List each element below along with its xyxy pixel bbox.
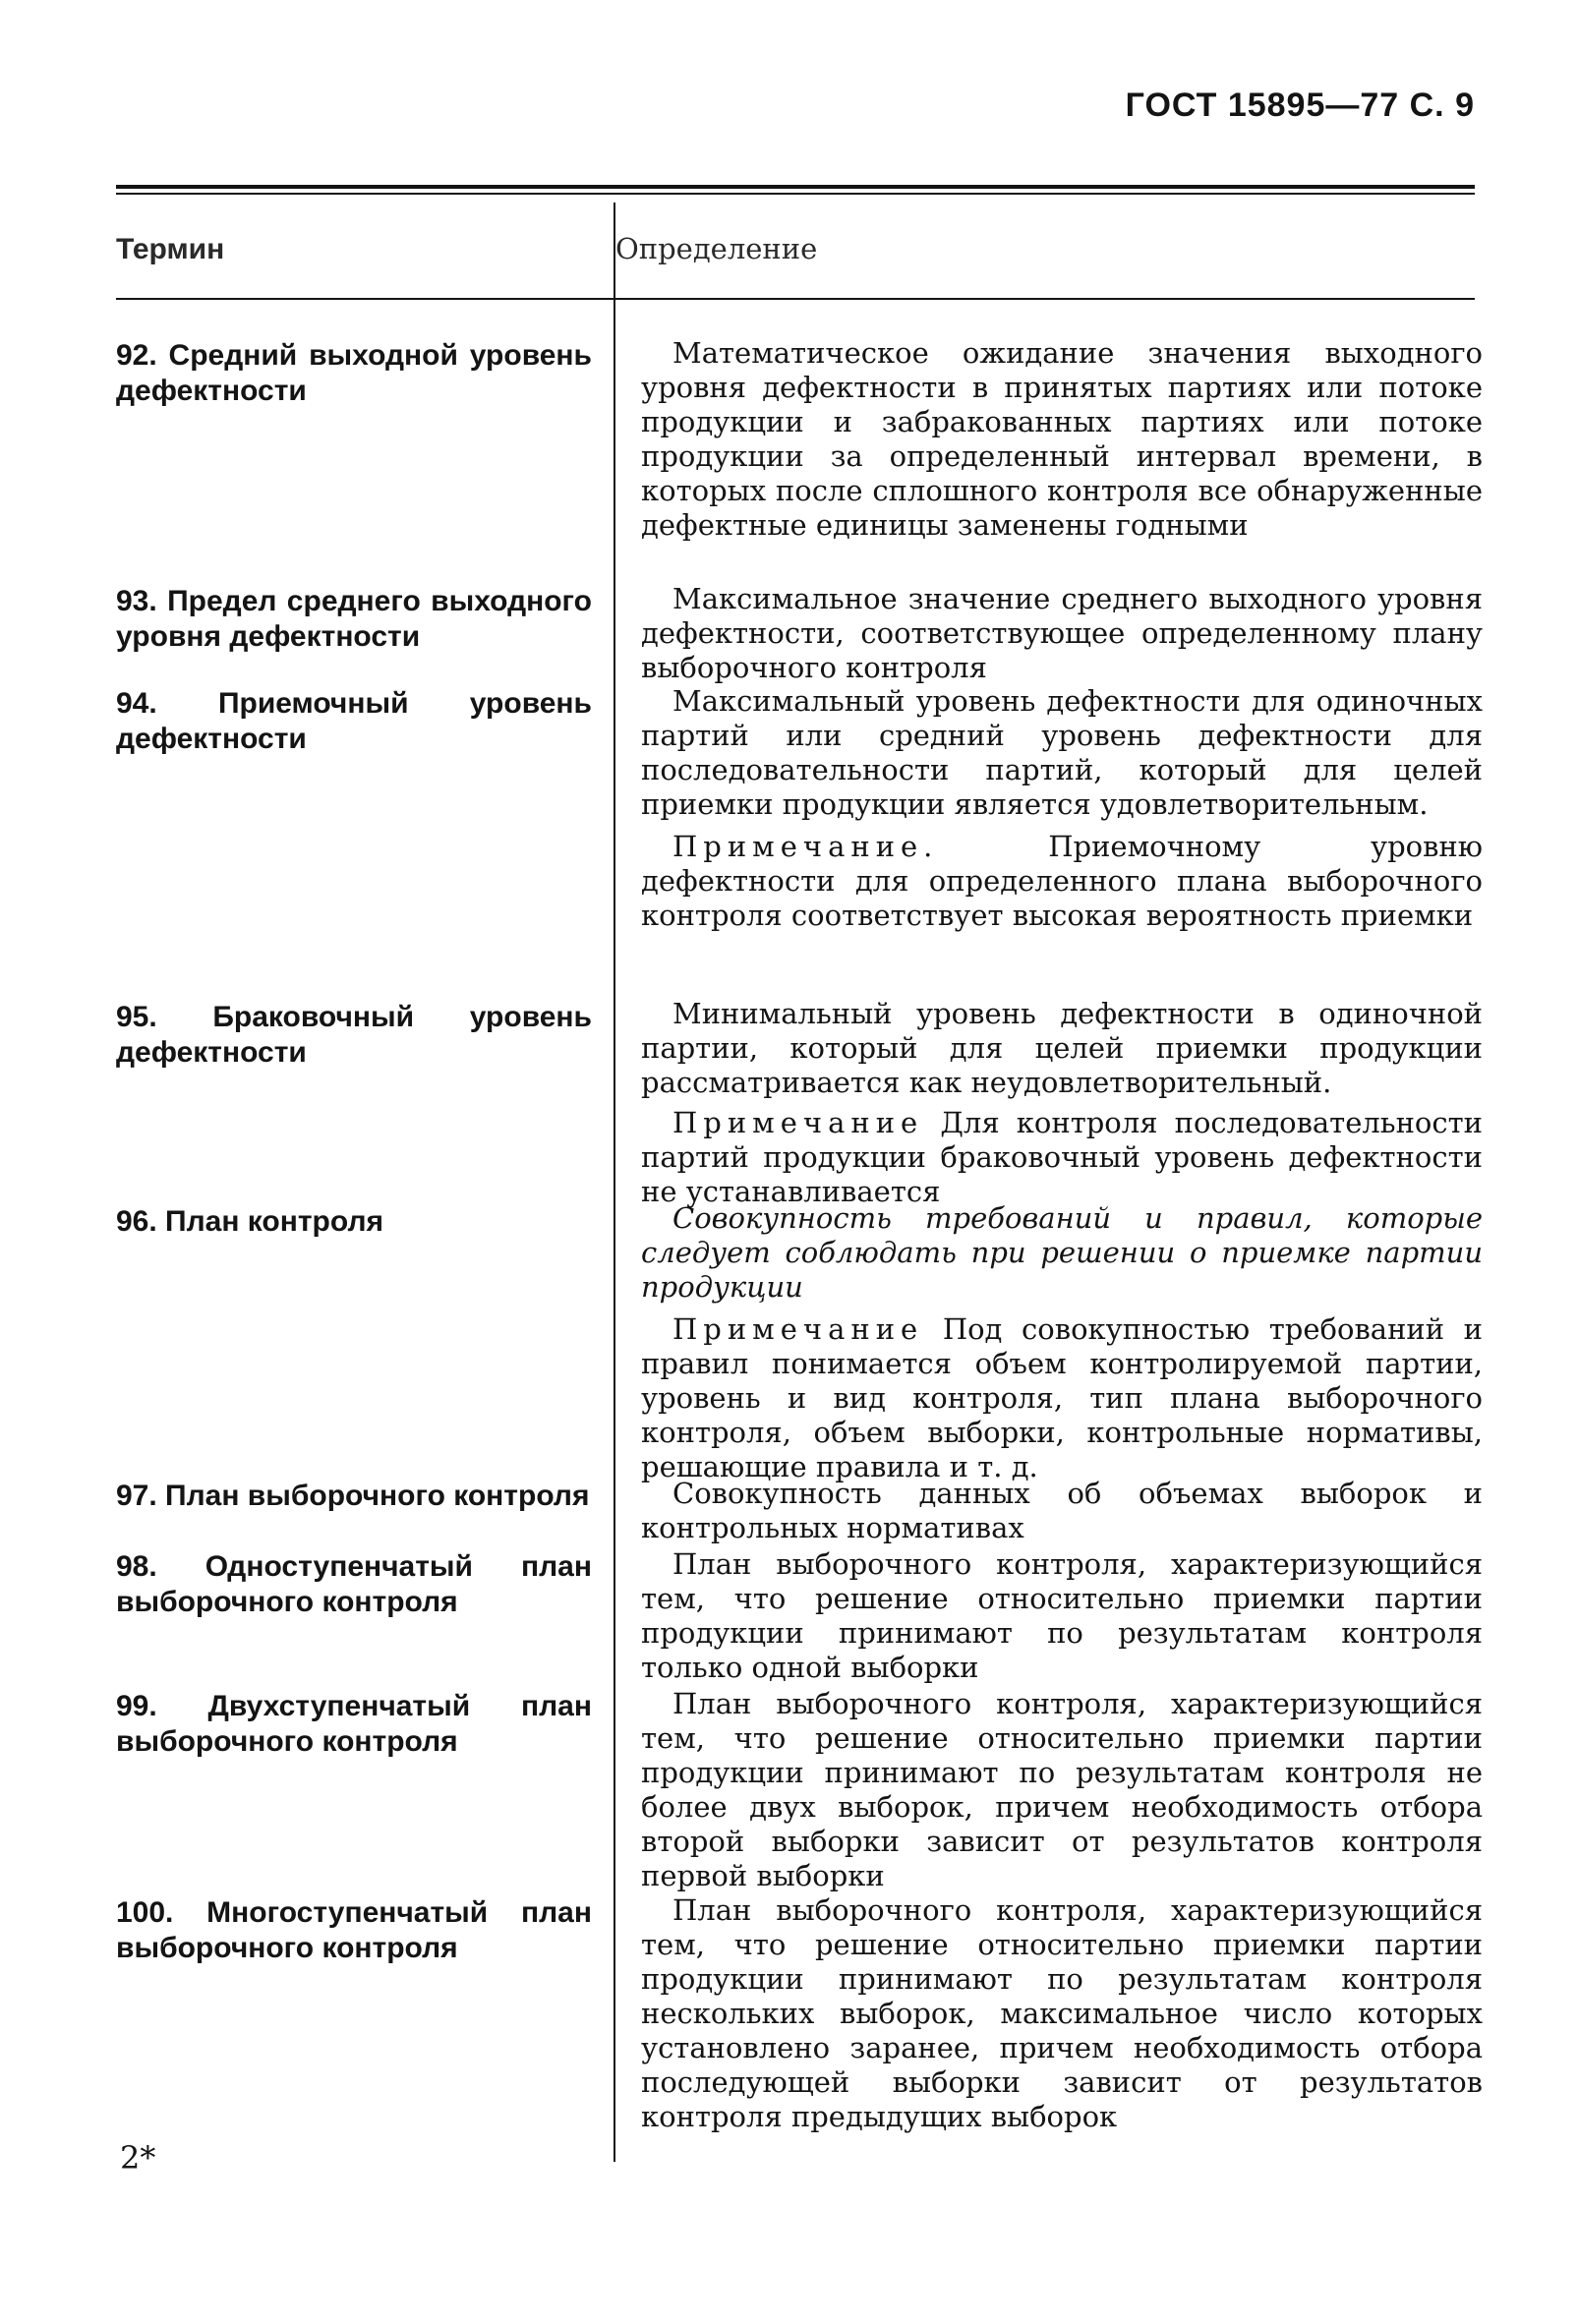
term-92: 92. Средний выходной уровень дефектности bbox=[116, 339, 592, 407]
definition-text: Максимальное значение среднего выходного уровня дефектности, соответствующее определенному плану выборочного контроля bbox=[641, 582, 1483, 684]
note-text: Приемочному уровню дефектности для определенного плана выборочного контроля соответствует высокая вероятность приемки bbox=[641, 830, 1483, 932]
definition-92 bbox=[641, 336, 1483, 543]
table-top-rule-thin bbox=[116, 193, 1475, 195]
definition-text: Минимальный уровень дефектности в одиночной партии, который для целей приемки продукции рассматривается как неудовлетворительный. bbox=[641, 997, 1483, 1099]
term-98: 98. Одноступенчатый план выборочного контроля bbox=[116, 1550, 592, 1618]
definition-94 bbox=[641, 684, 1483, 933]
definition-text: Совокупность требований и правил, которые следует соблюдать при решении о приемке партии продукции bbox=[641, 1201, 1483, 1304]
definition-note bbox=[641, 1106, 1483, 1209]
definition-99 bbox=[641, 1687, 1483, 1893]
note-text: Под совокупностью требований и правил понимается объем контролируемой партии, уровень и вид контроля, тип плана выборочного контроля, объем выборки, контрольные нормативы, решающие правила и т. д. bbox=[641, 1312, 1484, 1483]
column-header-term: Термин bbox=[116, 233, 225, 265]
term-93: 93. Предел среднего выходного уровня дефектности bbox=[116, 585, 592, 653]
definition-note bbox=[641, 1312, 1483, 1484]
term-99: 99. Двухступенчатый план выборочного контроля bbox=[116, 1690, 592, 1758]
term-95: 95. Браковочный уровень дефектности bbox=[116, 1001, 592, 1069]
definition-text: Совокупность данных об объемах выборок и контрольных нормативах bbox=[641, 1477, 1483, 1544]
definition-text: План выборочного контроля, характеризующийся тем, что решение относительно приемки партии продукции принимают по результатам контроля нескольких выборок, максимальное число которых установлено заранее, причем необходимость отбора последующей выборки зависит от результатов контроля предыдущих выборок bbox=[641, 1893, 1483, 2133]
table-top-rule bbox=[116, 185, 1475, 189]
definition-text: Математическое ожидание значения выходного уровня дефектности в принятых партиях или потоке продукции и забракованных партиях или потоке продукции за определенный интервал времени, в которых после сплошного контроля все обнаруженные дефектные единицы заменены годными bbox=[641, 336, 1483, 542]
term-96: 96. План контроля bbox=[116, 1205, 384, 1238]
column-header-definition: Определение bbox=[615, 232, 818, 265]
page-header: ГОСТ 15895—77 С. 9 bbox=[1125, 87, 1475, 124]
term-100: 100. Многоступенчатый план выборочного контроля bbox=[116, 1896, 592, 1964]
definition-note bbox=[641, 830, 1483, 933]
page-footer-mark: 2* bbox=[120, 2139, 156, 2177]
definition-text: Максимальный уровень дефектности для одиночных партий или средний уровень дефектности для последовательности партий, который для целей приемки продукции является удовлетворительным. bbox=[641, 684, 1483, 821]
definition-93 bbox=[641, 582, 1483, 685]
definition-95 bbox=[641, 997, 1483, 1209]
definition-text: План выборочного контроля, характеризующийся тем, что решение относительно приемки партии продукции принимают по результатам контроля только одной выборки bbox=[641, 1547, 1483, 1684]
note-text: Для контроля последовательности партий продукции браковочный уровень дефектности не устанавливается bbox=[641, 1106, 1484, 1208]
term-97: 97. План выборочного контроля bbox=[116, 1480, 590, 1512]
column-divider bbox=[614, 203, 615, 2162]
definition-96 bbox=[641, 1201, 1483, 1484]
definition-97 bbox=[641, 1477, 1483, 1545]
definition-100 bbox=[641, 1893, 1483, 2134]
header-divider bbox=[116, 298, 1475, 300]
definition-text: План выборочного контроля, характеризующийся тем, что решение относительно приемки партии продукции принимают по результатам контроля не более двух выборок, причем необходимость отбора второй выборки зависит от результатов контроля первой выборки bbox=[641, 1687, 1483, 1892]
note-label: Примечание. bbox=[672, 830, 939, 863]
note-label: Примечание bbox=[672, 1312, 924, 1346]
term-94: 94. Приемочный уровень дефектности bbox=[116, 687, 592, 755]
definition-98 bbox=[641, 1547, 1483, 1685]
note-label: Примечание bbox=[672, 1106, 924, 1139]
